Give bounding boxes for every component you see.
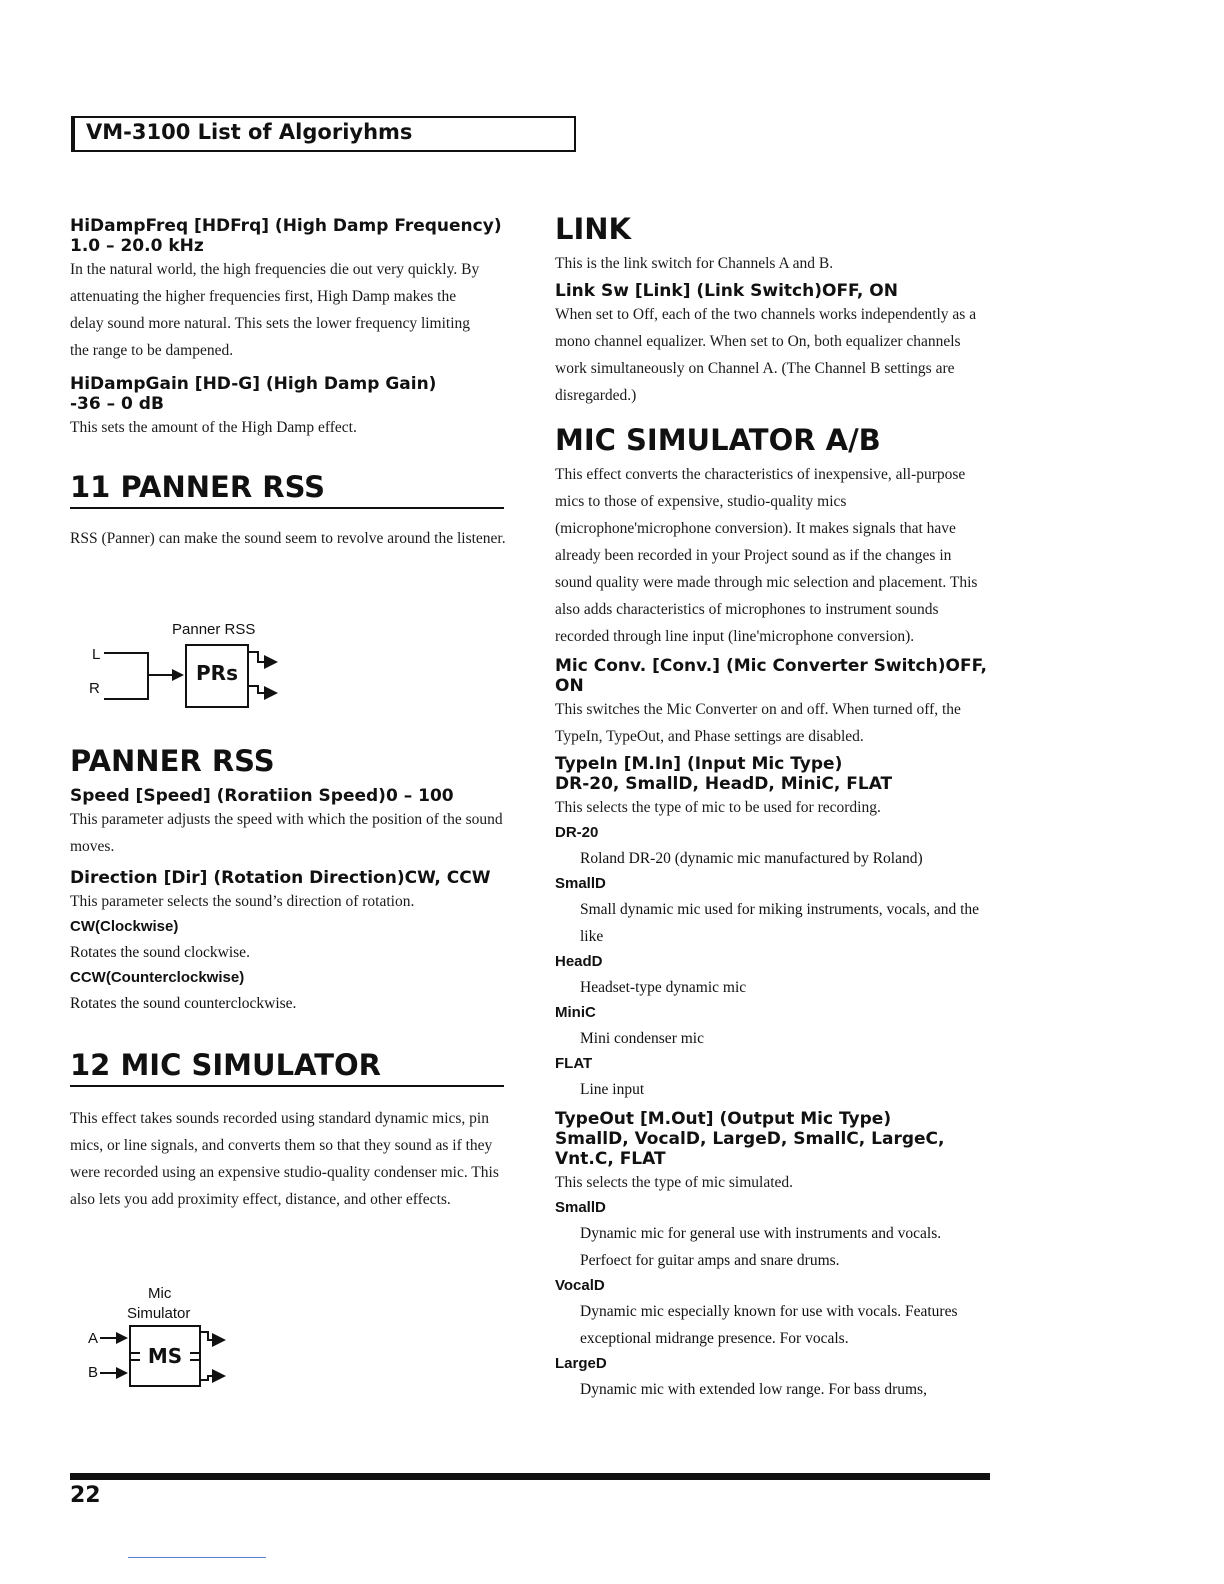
link-title: LINK (555, 212, 632, 246)
typein-option-label: SmallD (555, 875, 606, 892)
ccw-option-text: Rotates the sound counterclockwise. (70, 995, 297, 1012)
link-text: This is the link switch for Channels A and B. (555, 255, 834, 272)
page-number: 22 (70, 1483, 101, 1508)
typein-option-text: Headset-type dynamic mic (580, 979, 747, 996)
cw-option-text: Rotates the sound clockwise. (70, 944, 250, 961)
typeout-option-label: LargeD (555, 1355, 607, 1372)
typein-option-text: Small dynamic mic used for miking instruments, vocals, and the like (580, 901, 980, 945)
mic-in-b-label: B (88, 1364, 99, 1381)
direction-param-title: Direction [Dir] (Rotation Direction)CW, CCW (70, 868, 491, 888)
section-11-rule (70, 507, 504, 509)
typein-option-label: MiniC (555, 1004, 596, 1021)
direction-param-text: This parameter selects the sound’s direction of rotation. (70, 893, 415, 910)
typein-option-text: Line input (580, 1081, 645, 1098)
mic-block-label: MS (147, 1344, 183, 1368)
mic-sim-ab-title: MIC SIMULATOR A/B (555, 423, 881, 457)
mic-conv-title: Mic Conv. [Conv.] (Mic Converter Switch)OFF, ON (555, 656, 987, 696)
typeout-option-label: VocalD (555, 1277, 605, 1294)
hidamp-freq-text: In the natural world, the high frequencies die out very quickly. By attenuating the higher frequencies first, High Damp makes the delay sound more natural. This sets the lower frequency limiting the range to be dampened. (70, 261, 480, 359)
typeout-option-text: Dynamic mic with extended low range. For bass drums, (580, 1381, 927, 1398)
hidamp-gain-range: -36 – 0 dB (70, 394, 164, 414)
speed-param-title: Speed [Speed] (Roratiion Speed)0 – 100 (70, 786, 454, 806)
typein-title: TypeIn [M.In] (Input Mic Type) (555, 754, 843, 774)
panner-diagram-caption: Panner RSS (172, 621, 256, 638)
panner-rss-title: PANNER RSS (70, 744, 275, 778)
section-12-rule (70, 1085, 504, 1087)
mic-conv-text: This switches the Mic Converter on and off. When turned off, the TypeIn, TypeOut, and Phase settings are disabled. (555, 701, 961, 745)
typeout-title: TypeOut [M.Out] (Output Mic Type) (555, 1109, 892, 1129)
ccw-option-label: CCW(Counterclockwise) (70, 969, 245, 986)
typeout-option-label: SmallD (555, 1199, 606, 1216)
link-sw-title: Link Sw [Link] (Link Switch)OFF, ON (555, 281, 898, 301)
mic-in-a-label: A (88, 1330, 99, 1347)
mic-diagram-caption-2: Simulator (127, 1305, 191, 1322)
typeout-text: This selects the type of mic simulated. (555, 1174, 794, 1191)
typein-option-text: Mini condenser mic (580, 1030, 704, 1047)
typein-option-text: Roland DR-20 (dynamic mic manufactured by Roland) (580, 850, 923, 867)
speed-param-text: This parameter adjusts the speed with which the position of the sound moves. (70, 811, 503, 855)
typeout-range-2: Vnt.C, FLAT (555, 1149, 666, 1169)
section-11-text: RSS (Panner) can make the sound seem to revolve around the listener. (70, 530, 506, 547)
page-header-title: VM-3100 List of Algoriyhms (86, 120, 413, 144)
footer-link-underline (128, 1557, 266, 1558)
link-sw-text: When set to Off, each of the two channels works independently as a mono channel equalizer. When set to On, both equalizer channels work simultaneously on Channel A. (The Channel B settings are disregarded.) (555, 306, 977, 404)
typeout-range-1: SmallD, VocalD, LargeD, SmallC, LargeC, (555, 1129, 945, 1149)
section-12-text: This effect takes sounds recorded using standard dynamic mics, pin mics, or line signals, and converts them so that they sound as if they were recorded using an expensive studio-quality condenser mic. This also lets you add proximity effect, distance, and other effects. (70, 1110, 499, 1208)
right-column (555, 212, 995, 1403)
hidamp-freq-title: HiDampFreq [HDFrq] (High Damp Frequency) (70, 216, 502, 236)
mic-diagram-caption-1: Mic (148, 1285, 172, 1302)
typein-text: This selects the type of mic to be used for recording. (555, 799, 881, 816)
cw-option-label: CW(Clockwise) (70, 918, 179, 935)
panner-in-l-label: L (92, 646, 101, 663)
typeout-option-text: Dynamic mic for general use with instruments and vocals. Perfoect for guitar amps and snare drums. (580, 1225, 942, 1269)
hidamp-gain-text: This sets the amount of the High Damp effect. (70, 419, 357, 436)
hidamp-freq-range: 1.0 – 20.0 kHz (70, 236, 204, 256)
typein-option-label: DR-20 (555, 824, 599, 841)
typein-option-label: FLAT (555, 1055, 593, 1072)
panner-rss-params (70, 744, 510, 1017)
typein-range: DR-20, SmallD, HeadD, MiniC, FLAT (555, 774, 893, 794)
typeout-option-text: Dynamic mic especially known for use with vocals. Features exceptional midrange presence. For vocals. (580, 1303, 958, 1347)
typein-option-label: HeadD (555, 953, 603, 970)
section-12-title: 12 MIC SIMULATOR (70, 1048, 381, 1082)
left-column (70, 216, 510, 441)
footer-rule (70, 1473, 990, 1480)
mic-sim-ab-text: This effect converts the characteristics of inexpensive, all-purpose mics to those of expensive, studio-quality mics (microphone'microphone conversion). It makes signals that have already been recorded in your Project sound as if the changes in sound quality were made through mic selection and placement. This also adds characteristics of microphones to instrument sounds recorded through line input (line'microphone conversion). (555, 466, 978, 645)
section-11-title: 11 PANNER RSS (70, 470, 326, 504)
panner-in-r-label: R (89, 680, 100, 697)
hidamp-gain-title: HiDampGain [HD-G] (High Damp Gain) (70, 374, 437, 394)
panner-block-label: PRs (196, 661, 238, 685)
